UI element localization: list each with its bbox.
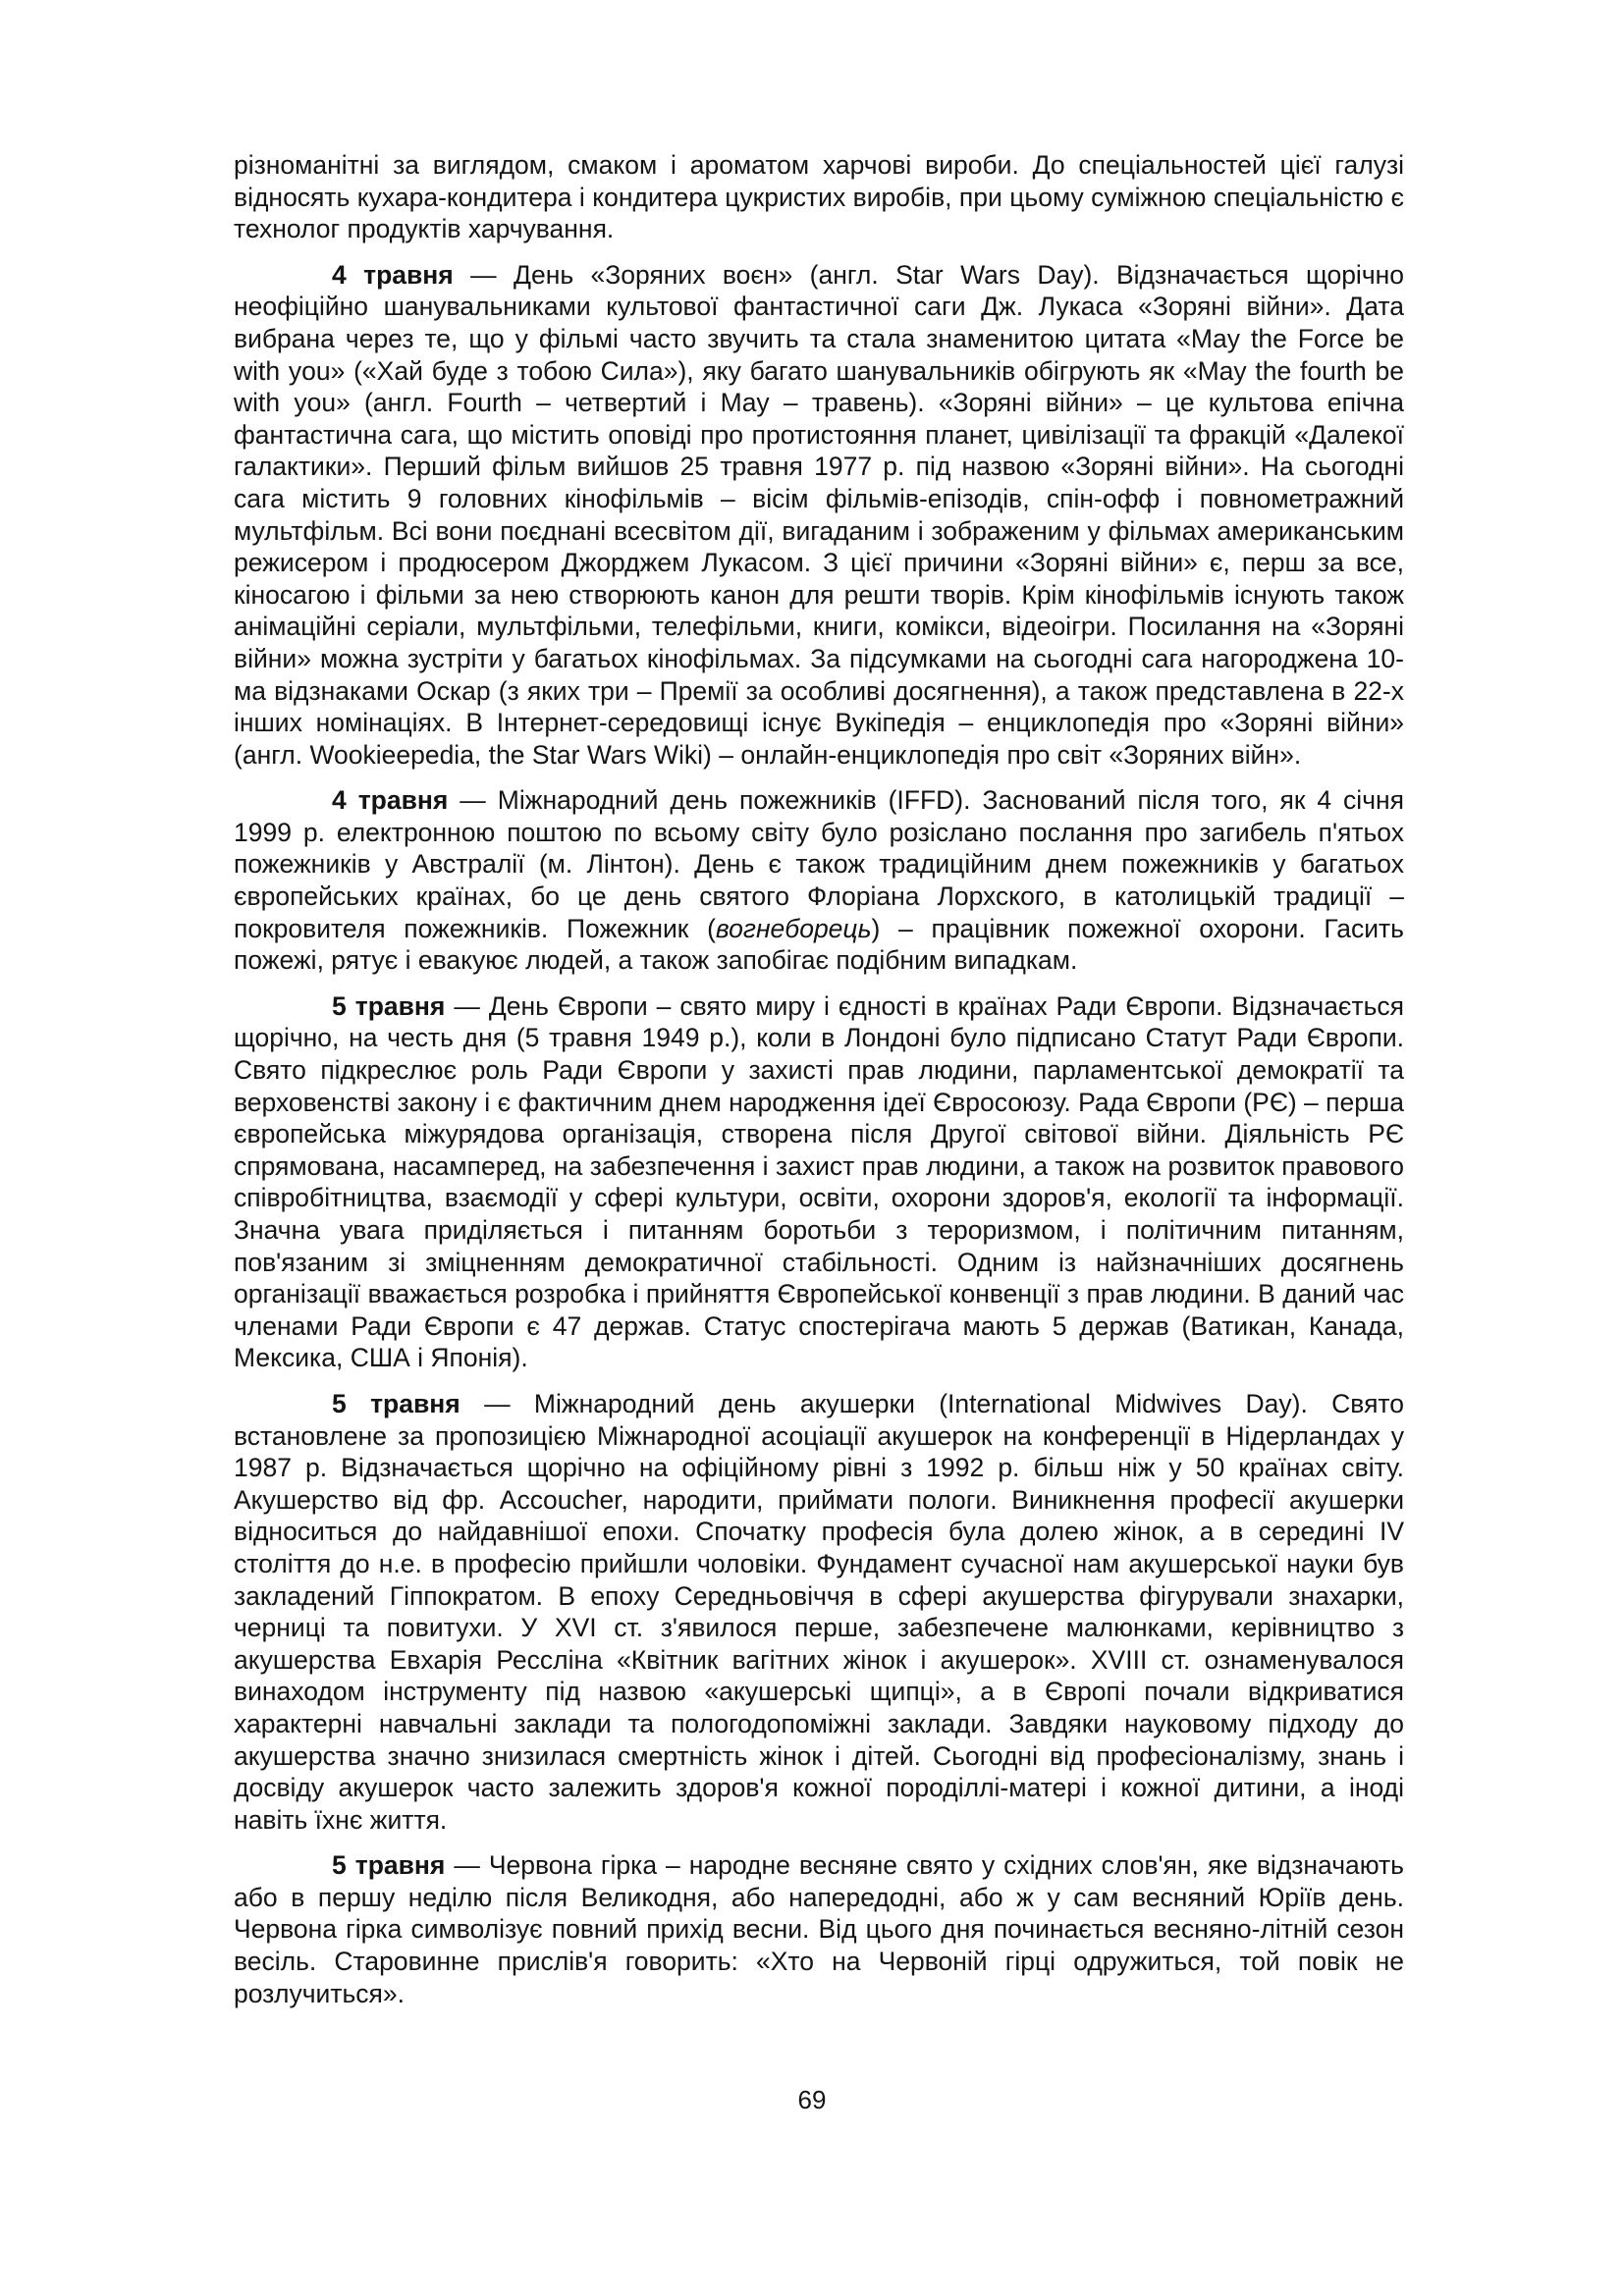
entry-text: Червона гірка – народне весняне свято у східних слов'ян, яке відзначають або в першу неділю після Великодня, або напередодні, або ж у сам весняний Юріїв день. Червона гірка символізує повний прихід весни. Від цього дня починається весняно-літній сезон весіль. Старовинне прислів'я говорить: «Хто на Червоній гірці одружиться, той повік не розлучиться». [234, 1850, 1404, 2008]
entry-dash: — [453, 259, 514, 290]
entry-text: Міжнародний день пожежників (IFFD). Заснований після того, як 4 січня 1999 р. електронною поштою по всьому світу було розіслано послання про загибель п'ятьох пожежників у Австралії (м. Лінтон). День є також традиційним днем пожежників у багатьох європейських країнах, бо це день святого Флоріана Лорхского, в католицькій традиції – покровителя пожежників. Пожежник ( [234, 785, 1404, 943]
entry-date: 5 травня [332, 1388, 460, 1418]
entry-dash: — [460, 1388, 534, 1418]
entry-dash: — [445, 990, 489, 1021]
entry-date: 4 травня [332, 785, 449, 816]
entry-star-wars-day [234, 259, 1404, 772]
document-page [234, 149, 1404, 2023]
entry-dash: — [445, 1850, 489, 1881]
entry-date: 5 травня [332, 990, 446, 1021]
entry-midwives-day [234, 1388, 1404, 1836]
entry-dash: — [448, 785, 498, 816]
entry-text: День «Зоряних воєн» (англ. Star Wars Day). Відзначається щорічно неофіційно шанувальниками культової фантастичної саги Дж. Лукаса «Зоряні війни». Дата вибрана через те, що у фільмі часто звучить та стала знаменитою цитата «May the Force be with you» («Хай буде з тобою Сила»), яку багато шанувальників обігрують як «May the fourth be with you» (англ. Fourth – четвертий і May – травень). «Зоряні війни» – це культова епічна фантастична сага, що містить оповіді про протистояння планет, цивілізації та фракцій «Далекої галактики». Перший фільм вийшов 25 травня 1977 р. під назвою «Зоряні війни». На сьогодні сага містить 9 головних кінофільмів – вісім фільмів-епізодів, спін-офф і повнометражний мультфільм. Всі вони поєднані всесвітом дії, вигаданим і зображеним у фільмах американським режисером і продюсером Джорджем Лукасом. З цієї причини «Зоряні війни» є, перш за все, кіносагою і фільми за нею створюють канон для решти творів. Крім кінофільмів існують також анімаційні серіали, мультфільми, телефільми, книги, комікси, відеоігри. Посилання на «Зоряні війни» можна зустріти у багатьох кінофільмах. За підсумками на сьогодні сага нагороджена 10-ма відзнаками Оскар (з яких три – Премії за особливі досягнення), а також представлена в 22-х інших номінаціях. В Інтернет-середовищі існує Вукіпедія – енциклопедія про «Зоряні війни» (англ. Wookieepedia, the Star Wars Wiki) – онлайн-енциклопедія про світ «Зоряних війн». [234, 259, 1404, 770]
entry-date: 4 травня [332, 259, 454, 290]
page-number: 69 [797, 2085, 827, 2114]
entry-date: 5 травня [332, 1850, 446, 1881]
entry-text: Міжнародний день акушерки (International Midwives Day). Свято встановлене за пропозицією Міжнародної асоціації акушерок на конференції в Нідерландах у 1987 р. Відзначається щорічно на офіційному рівні з 1992 р. більш ніж у 50 країнах світу. Акушерство від фр. Accoucher, народити, приймати пологи. Виникнення професії акушерки відноситься до найдавнішої епохи. Спочатку професія була долею жінок, а в середині IV століття до н.е. в професію прийшли чоловіки. Фундамент сучасної нам акушерської науки був закладений Гіппократом. В епоху Середньовіччя в сфері акушерства фігурували знахарки, черниці та повитухи. У XVI ст. з'явилося перше, забезпечене малюнками, керівництво з акушерства Евхарія Ресcліна «Квітник вагітних жінок і акушерок». XVIII ст. ознаменувалося винаходом інструменту під назвою «акушерські щипці», а в Європі почали відкриватися характерні навчальні заклади та пологодопоміжні заклади. Завдяки науковому підходу до акушерства значно знизилася смертність жінок і дітей. Сьогодні від професіоналізму, знань і досвіду акушерок часто залежить здоров'я кожної породіллі-матері і кожної дитини, а іноді навіть їхнє життя. [234, 1388, 1404, 1835]
entry-italic-term: вогнеборець [715, 913, 872, 943]
entry-firefighters-day [234, 784, 1404, 977]
continuation-paragraph: різноманітні за виглядом, смаком і ароматом харчові вироби. До спеціальностей цієї галузі відносять кухара-кондитера і кондитера цукристих виробів, при цьому суміжною спеціальністю є технолог продуктів харчування. [234, 150, 1404, 244]
entry-text: День Європи – свято миру і єдності в країнах Ради Європи. Відзначається щорічно, на честь дня (5 травня 1949 р.), коли в Лондоні було підписано Статут Ради Європи. Свято підкреслює роль Ради Європи у захисті прав людини, парламентської демократії та верховенстві закону і є фактичним днем народження ідеї Євросоюзу. Рада Європи (РЄ) – перша європейська міжурядова організація, створена після Другої світової війни. Діяльність РЄ спрямована, насамперед, на забезпечення і захист прав людини, а також на розвиток правового співробітництва, взаємодії у сфері культури, освіти, охорони здоров'я, екології та інформації. Значна увага приділяється і питанням боротьби з тероризмом, і політичним питанням, пов'язаним зі зміцненням демократичної стабільності. Одним із найзначніших досягнень організації вважається розробка і прийняття Європейської конвенції з прав людини. В даний час членами Ради Європи є 47 держав. Статус спостерігача мають 5 держав (Ватикан, Канада, Мексика, США і Японія). [234, 990, 1405, 1373]
entry-krasnaya-gorka [234, 1849, 1404, 2009]
entry-text-after: ) – працівник пожежної охорони. Гасить пожежі, рятує і евакуює людей, а також запобігає подібним випадкам. [234, 913, 1404, 976]
entry-europe-day [234, 990, 1404, 1374]
